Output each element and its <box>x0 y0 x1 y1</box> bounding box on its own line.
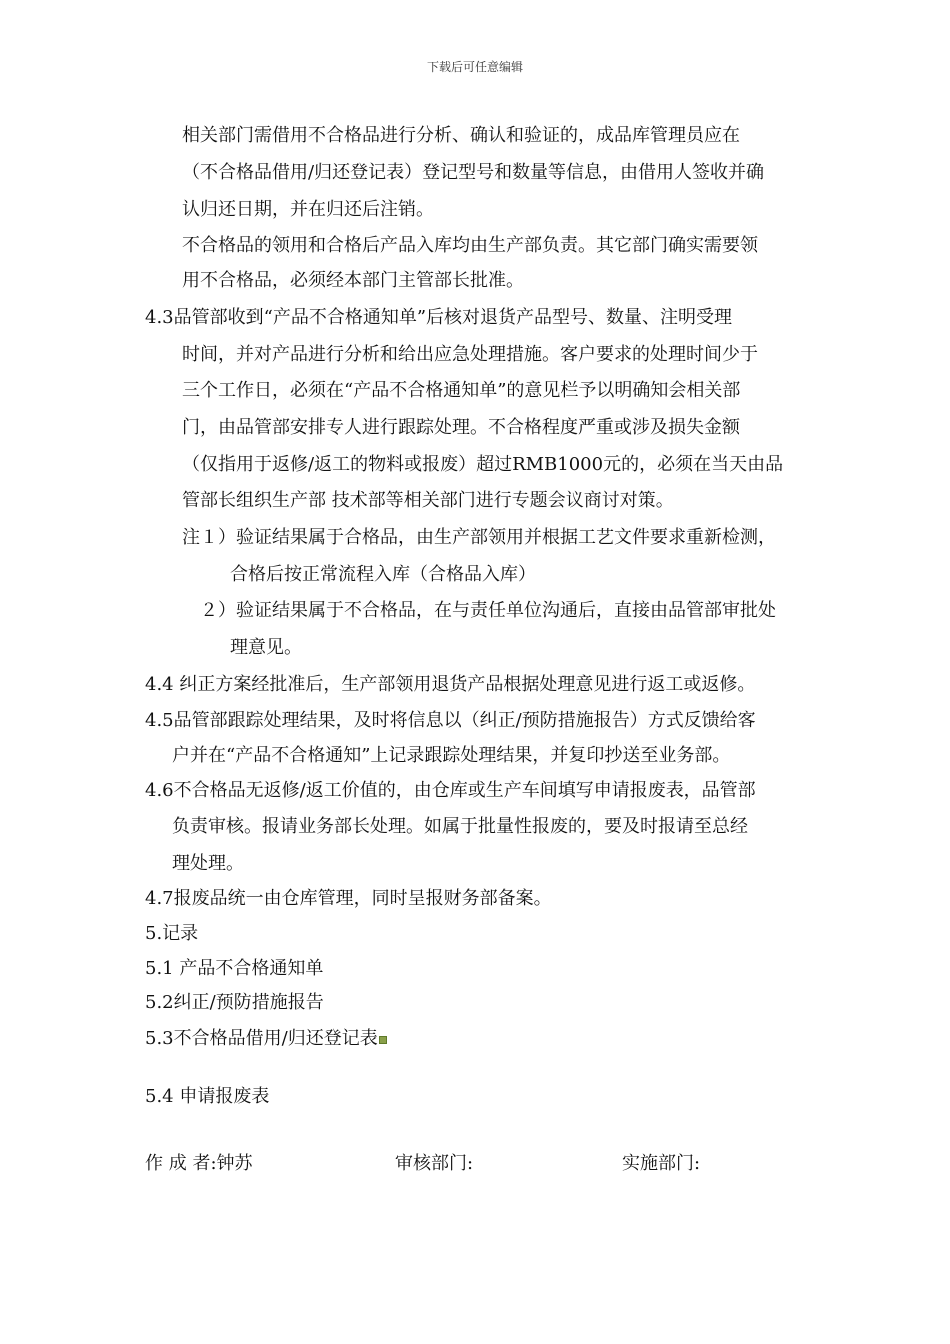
section-4-5-line: 4.5品管部跟踪处理结果，及时将信息以（纠正/预防措施报告）方式反馈给客 <box>145 710 756 731</box>
record-item <box>145 1026 387 1052</box>
implement-department-label: 实施部门: <box>622 1153 701 1174</box>
record-item: 5.1 产品不合格通知单 <box>145 958 324 979</box>
record-item-text: 5.3不合格品借用/归还登记表 <box>145 1028 378 1049</box>
paragraph-line: 门，由品管部安排专人进行跟踪处理。不合格程度严重或涉及损失金额 <box>182 417 740 438</box>
paragraph-line: 三个工作日，必须在“产品不合格通知单”的意见栏予以明确知会相关部 <box>182 380 741 401</box>
section-4-6-line: 4.6不合格品无返修/返工价值的，由仓库或生产车间填写申请报废表，品管部 <box>145 780 756 801</box>
section-4-4-line: 4.4 纠正方案经批准后，生产部领用退货产品根据处理意见进行返工或返修。 <box>145 674 756 695</box>
note-2-continuation: 理意见。 <box>230 637 302 658</box>
anchor-marker-icon <box>379 1036 387 1044</box>
paragraph-line: （仅指用于返修/返工的物料或报废）超过RMB1000元的，必须在当天由品 <box>182 454 784 475</box>
paragraph-line: 管部长组织生产部 技术部等相关部门进行专题会议商讨对策。 <box>182 490 674 511</box>
record-item: 5.4 申请报废表 <box>145 1086 270 1107</box>
paragraph-line: 时间，并对产品进行分析和给出应急处理措施。客户要求的处理时间少于 <box>182 344 758 365</box>
section-5-heading: 5.记录 <box>145 923 199 944</box>
paragraph-line: （不合格品借用/归还登记表）登记型号和数量等信息，由借用人签收并确 <box>182 162 765 183</box>
note-1-line: 注１）验证结果属于合格品，由生产部领用并根据工艺文件要求重新检测， <box>182 527 776 548</box>
record-item: 5.2纠正/预防措施报告 <box>145 992 324 1013</box>
paragraph-line: 户并在“产品不合格通知”上记录跟踪处理结果，并复印抄送至业务部。 <box>172 745 731 766</box>
paragraph-line: 负责审核。报请业务部长处理。如属于批量性报废的，要及时报请至总经 <box>172 816 748 837</box>
paragraph-line: 相关部门需借用不合格品进行分析、确认和验证的，成品库管理员应在 <box>182 125 740 146</box>
review-department-label: 审核部门: <box>395 1153 474 1174</box>
note-1-continuation: 合格后按正常流程入库（合格品入库） <box>230 564 536 585</box>
page-header: 下载后可任意编辑 <box>426 60 523 74</box>
paragraph-line: 用不合格品，必须经本部门主管部长批准。 <box>182 270 524 291</box>
section-4-3-line: 4.3品管部收到“产品不合格通知单”后核对退货产品型号、数量、注明受理 <box>145 307 733 328</box>
paragraph-line: 认归还日期，并在归还后注销。 <box>182 199 434 220</box>
note-2-line: ２）验证结果属于不合格品，在与责任单位沟通后，直接由品管部审批处 <box>200 600 776 621</box>
paragraph-line: 不合格品的领用和合格后产品入库均由生产部负责。其它部门确实需要领 <box>182 235 758 256</box>
author-label: 作 成 者:钟苏 <box>145 1153 253 1174</box>
paragraph-line: 理处理。 <box>172 853 244 874</box>
section-4-7-line: 4.7报废品统一由仓库管理，同时呈报财务部备案。 <box>145 888 552 909</box>
